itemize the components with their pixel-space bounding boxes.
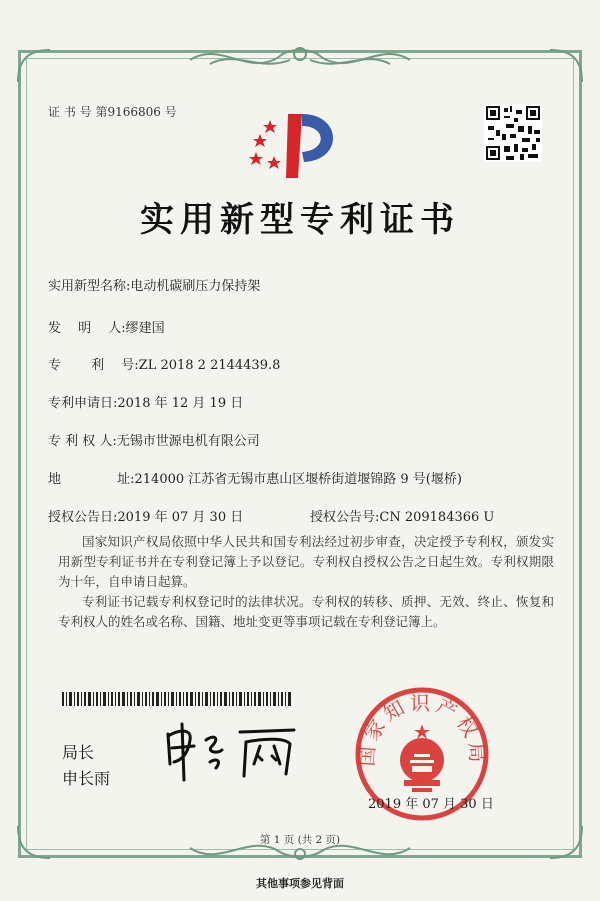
field-application-date <box>48 392 243 411</box>
field-value: ZL 2018 2 2144439.8 <box>138 358 281 373</box>
field-label: 授权公告号: <box>310 510 380 525</box>
field-value: 214000 江苏省无锡市惠山区堰桥街道堰锦路 9 号(堰桥) <box>134 472 462 487</box>
field-label: 地 址: <box>48 472 135 487</box>
certificate-number: 证 书 号 第9166806 号 <box>48 105 177 119</box>
barcode-image <box>62 692 292 706</box>
field-value: 2019 年 07 月 30 日 <box>117 510 244 525</box>
field-announcement-number <box>310 506 494 525</box>
certificate-title: 实用新型专利证书 <box>140 200 460 240</box>
field-value: 缪建国 <box>125 321 165 336</box>
corner-ornament-top-left <box>14 46 54 86</box>
field-label: 专利申请日: <box>48 396 118 411</box>
back-note: 其他事项参见背面 <box>256 877 344 890</box>
field-value: CN 209184366 U <box>379 510 495 525</box>
page-number: 第 1 页 (共 2 页) <box>259 834 341 846</box>
svg-text:国家知识产权局: 国家知识产权局 <box>354 691 490 768</box>
field-inventor <box>48 317 165 336</box>
field-grant-date <box>48 506 243 525</box>
field-address <box>48 468 462 487</box>
field-utility-model-name <box>48 275 260 294</box>
legal-status-paragraph: 专利证书记载专利权登记时的法律状况。专利权的转移、质押、无效、终止、恢复和专利权人的姓名或名称、国籍、地址变更等事项记载在专利登记簿上。 <box>58 594 554 629</box>
field-label: 专 利 权 人: <box>48 434 117 449</box>
field-label: 发 明 人: <box>48 321 126 336</box>
field-value: 2018 年 12 月 19 日 <box>117 396 244 411</box>
field-value: 无锡市世源电机有限公司 <box>116 434 260 449</box>
handwritten-signature <box>162 720 302 782</box>
qr-code-image <box>484 104 542 162</box>
field-label: 授权公告日: <box>48 510 118 525</box>
signatory-title: 局长 <box>62 743 95 762</box>
field-patent-number <box>48 354 280 373</box>
signatory-name: 申长雨 <box>62 769 111 788</box>
certificate-statement-paragraph: 国家知识产权局依照中华人民共和国专利法经过初步审查，决定授予专利权，颁发实用新型专利证书并在专利登记簿上予以登记。专利权自授权公告之日起生效。专利权期限为十年，自申请日起算。 <box>58 534 554 589</box>
field-label: 专 利 号: <box>48 358 139 373</box>
cnipa-logo <box>246 104 346 182</box>
field-label: 实用新型名称: <box>48 279 131 294</box>
field-patentee <box>48 430 260 449</box>
top-ornament <box>180 38 420 78</box>
field-value: 电动机碳刷压力保持架 <box>130 279 261 294</box>
seal-date: 2019 年 07 月 30 日 <box>368 797 494 812</box>
corner-ornament-top-right <box>546 46 586 86</box>
